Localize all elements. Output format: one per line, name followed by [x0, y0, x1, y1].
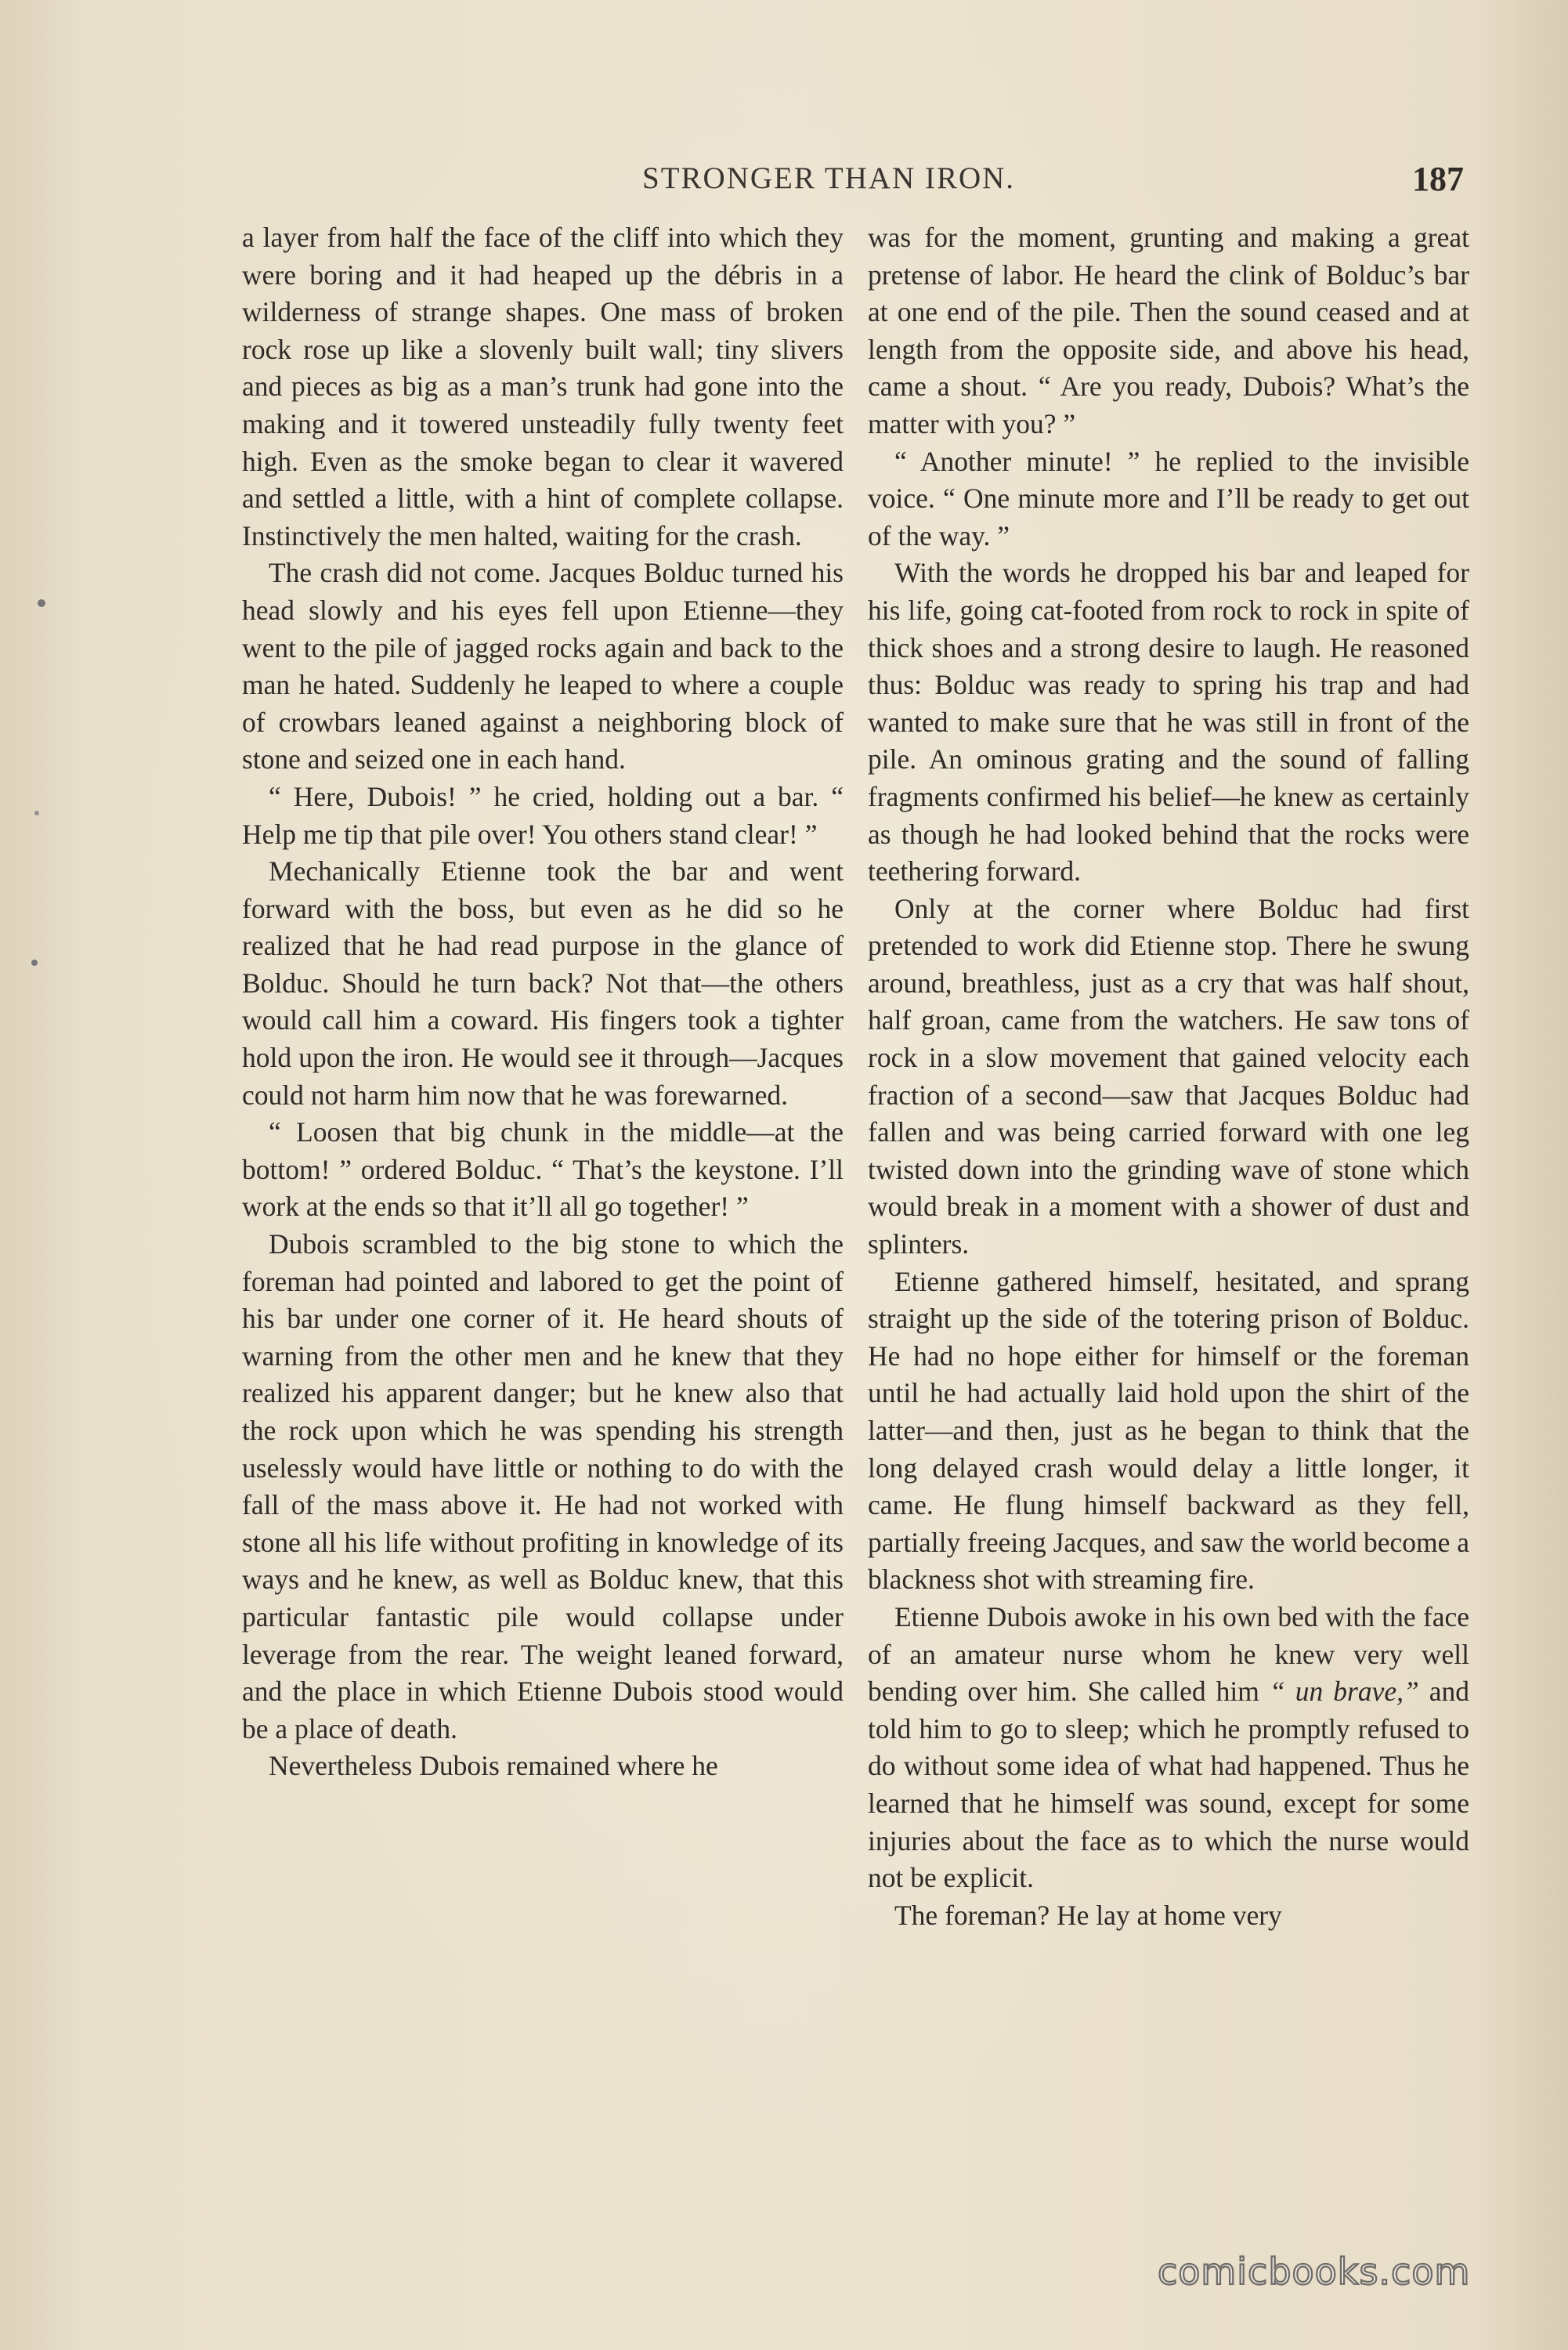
- paragraph: “ Loosen that big chunk in the middle—at the bottom! ” ordered Bolduc. “ That’s the keystone. I’ll work at the ends so that it’ll all go together! ”: [242, 1116, 844, 1223]
- paragraph: Dubois scrambled to the big stone to which the foreman had pointed and labored to get the point of his bar under one corner of it. He heard shouts of warning from the other men and he knew that they realized his apparent danger; but he knew also that the rock upon which he was spending his strength uselessly would have little or nothing to do with the fall of the mass above it. He had not worked with stone all his life without profiting in knowledge of its ways and he knew, as well as Bolduc knew, that this particular fantastic pile would collapse under leverage from the rear. The weight leaned forward, and the place in which Etienne Dubois stood would be a place of death.: [242, 1228, 844, 1744]
- italic-phrase: “ un brave,”: [1269, 1676, 1419, 1708]
- paragraph-text: and told him to go to sleep; which he promptly refused to do without some idea of what had happened. Thus he learned that he himself was sound, except for some injuries about the face as to which the nurse would not be explicit.: [868, 1676, 1469, 1894]
- running-title: STRONGER THAN IRON.: [642, 161, 1016, 195]
- paragraph: a layer from half the face of the cliff into which they were boring and it had heaped up the débris in a wilderness of strange shapes. One mass of broken rock rose up like a slovenly built wall; tiny slivers and pieces as big as a man’s trunk had gone into the making and it towered unsteadily fully twenty feet high. Even as the smoke began to clear it wavered and settled a little, with a hint of complete collapse. Instinctively the men halted, waiting for the crash.: [242, 222, 844, 551]
- paragraph: The foreman? He lay at home very: [894, 1899, 1282, 1931]
- watermark-logo: comicbooks.com: [1158, 2251, 1471, 2293]
- paragraph: [868, 1599, 1469, 1897]
- paragraph: The crash did not come. Jacques Bolduc turned his head slowly and his eyes fell upon Etienne—they went to the pile of jagged rocks again and back to the man he hated. Suddenly he leaped to where a couple of crowbars leaned against a neighboring block of stone and seized one in each hand.: [242, 557, 844, 776]
- ink-spot: [38, 599, 45, 607]
- paragraph: Etienne gathered himself, hesitated, and sprang straight up the side of the totering prison of Bolduc. He had no hope either for himself or the foreman until he had actually laid hold upon the shirt of the latter—and then, just as he began to think that the long delayed crash would delay a little longer, it came. He flung himself backward as they fell, partially freeing Jacques, and saw the world become a blackness shot with streaming fire.: [868, 1265, 1469, 1596]
- paragraph: “ Here, Dubois! ” he cried, holding out a bar. “ Help me tip that pile over! You others stand clear! ”: [242, 780, 844, 850]
- ink-spot: [34, 811, 39, 815]
- paragraph: Mechanically Etienne took the bar and went forward with the boss, but even as he did so he realized that he had read purpose in the glance of Bolduc. Should he turn back? Not that—the others would call him a coward. His fingers took a tighter hold upon the iron. He would see it through—Jacques could not harm him now that he was forewarned.: [242, 855, 844, 1111]
- paragraph: Only at the corner where Bolduc had first pretended to work did Etienne stop. There he swung around, breathless, just as a cry that was half shout, half groan, came from the watchers. He saw tons of rock in a slow movement that gained velocity each fraction of a second—saw that Jacques Bolduc had fallen and was being carried forward with one leg twisted down into the grinding wave of stone which would break in a moment with a shower of dust and splinters.: [868, 892, 1469, 1260]
- paragraph: With the words he dropped his bar and leaped for his life, going cat-footed from rock to rock in spite of thick shoes and a strong desire to laugh. He reasoned thus: Bolduc was ready to spring his trap and had wanted to make sure that he was still in front of the pile. An ominous grating and the sound of falling fragments confirmed his belief—he knew as certainly as though he had looked behind that the rocks were teethering forward.: [868, 557, 1469, 888]
- paragraph: “ Another minute! ” he replied to the invisible voice. “ One minute more and I’ll be ready to get out of the way. ”: [868, 445, 1469, 551]
- page-number: 187: [1412, 160, 1464, 198]
- paragraph: Nevertheless Dubois remained where he: [269, 1750, 718, 1782]
- paragraph: was for the moment, grunting and making a great pretense of labor. He heard the clink of Bolduc’s bar at one end of the pile. Then the sound ceased and at length from the opposite side, and above his head, came a shout. “ Are you ready, Dubois? What’s the matter with you? ”: [868, 222, 1469, 439]
- left-text-column: [242, 219, 844, 1785]
- right-text-column: [868, 219, 1469, 1934]
- ink-spot: [31, 960, 38, 966]
- paragraph-text: Etienne Dubois awoke in his own bed with the face of an amateur nurse whom he knew very well bending over him. She called him: [868, 1600, 1469, 1708]
